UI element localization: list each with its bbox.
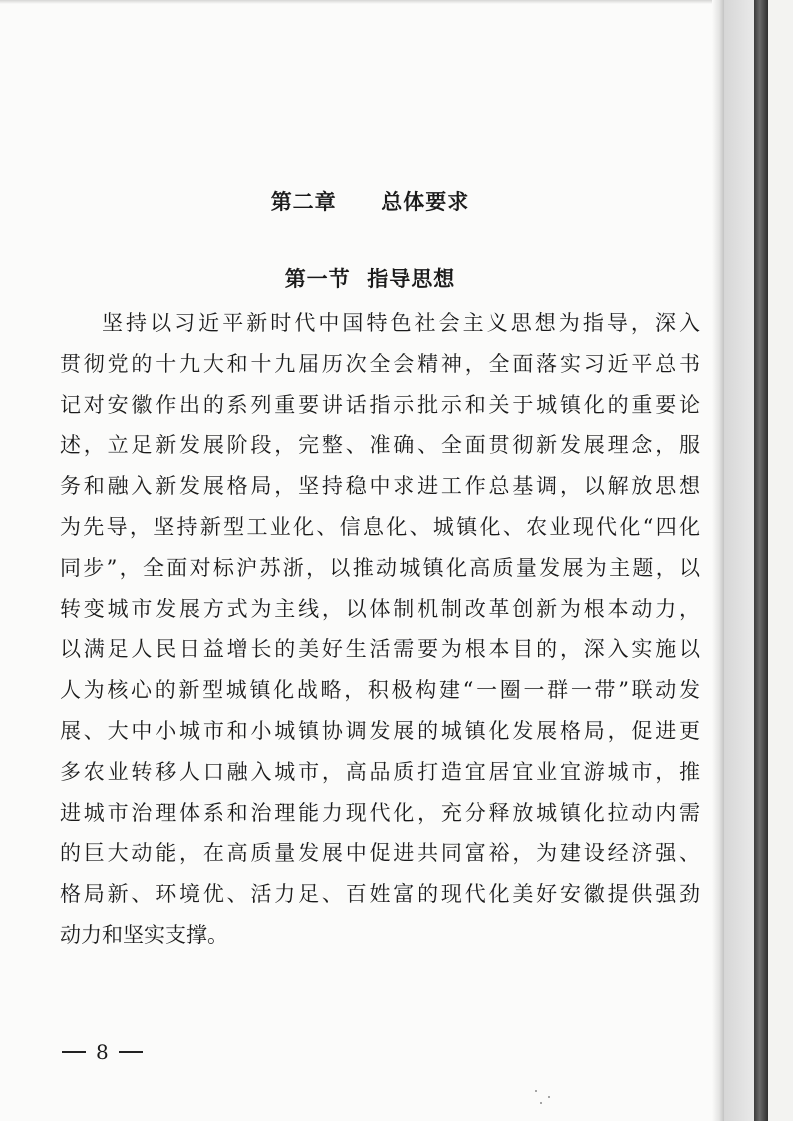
paragraph-line: 同步”，全面对标沪苏浙，以推动城镇化高质量发展为主题，以 [60,555,700,580]
scan-shadow-top [0,0,712,4]
paragraph-line: 记对安徽作出的系列重要讲话指示批示和关于城镇化的重要论 [60,392,700,417]
paragraph-line: 格局新、环境优、活力足、百姓富的现代化美好安徽提供强劲 [60,882,700,907]
scan-dark-band [754,0,768,1121]
paragraph-line: 进城市治理体系和治理能力现代化，充分释放城镇化拉动内需 [60,800,700,825]
paragraph-line: 的巨大动能，在高质量发展中促进共同富裕，为建设经济强、 [60,841,700,866]
scan-speck [535,1090,537,1092]
section-title: 第一节 指导思想 [284,267,456,291]
paragraph-line: 坚持以习近平新时代中国特色社会主义思想为指导，深入 [102,311,700,335]
paragraph-line: 述，立足新发展阶段，完整、准确、全面贯彻新发展理念，服 [60,433,700,458]
paragraph-line: 转变城市发展方式为主线，以体制机制改革创新为根本动力， [60,596,700,621]
page-number-footer [62,1040,143,1064]
paragraph-line: 展、大中小城市和小城镇协调发展的城镇化发展格局，促进更 [60,718,700,743]
scan-speck [548,1096,550,1098]
paragraph-line: 以满足人民日益增长的美好生活需要为根本目的，深入实施以 [60,637,700,662]
paragraph-line: 务和融入新发展格局，坚持稳中求进工作总基调，以解放思想 [60,474,700,499]
scan-outer-margin [768,0,793,1121]
paragraph-line: 多农业转移人口融入城市，高品质打造宜居宜业宜游城市，推 [60,759,700,784]
paragraph-line: 贯彻党的十九大和十九届历次全会精神，全面落实习近平总书 [60,351,700,376]
guiding-ideology-paragraph [60,303,700,956]
chapter-title: 第二章 总体要求 [270,190,470,214]
scan-margin-band [724,0,754,1121]
paragraph-line: 动力和坚实支撑。 [60,922,228,947]
dash-left [62,1051,86,1053]
scan-shadow-edge [712,0,724,1121]
page-number: 8 [96,1040,109,1064]
paragraph-line: 为先导，坚持新型工业化、信息化、城镇化、农业现代化“四化 [60,514,700,539]
dash-right [119,1051,143,1053]
paragraph-line: 人为核心的新型城镇化战略，积极构建“一圈一群一带”联动发 [60,678,700,703]
scan-speck [540,1102,542,1104]
